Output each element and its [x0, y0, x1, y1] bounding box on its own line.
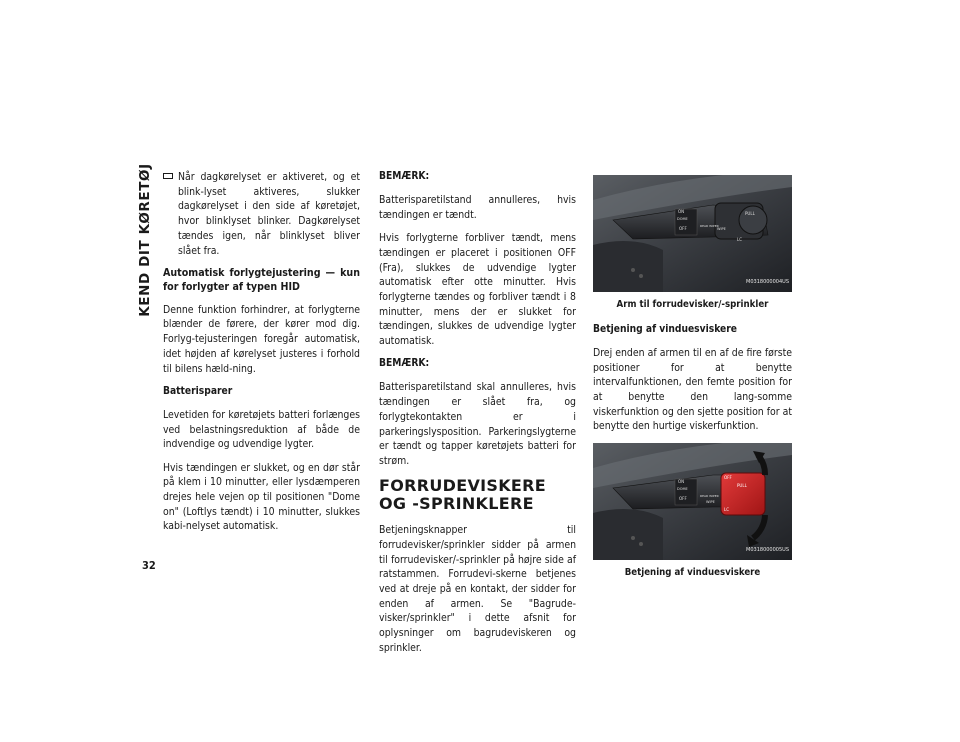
- label-off-red: OFF: [724, 474, 732, 480]
- label-rear-wiper: REAR WIPER: [700, 493, 719, 498]
- label-on: ON: [678, 478, 685, 484]
- label-pull: PULL: [745, 211, 755, 216]
- checkbox-bullet-icon: [163, 173, 173, 179]
- heading-hid-leveling: Automatisk forlygtejustering — kun for forlygter af typen HID: [163, 267, 360, 294]
- paragraph-wipers: Betjeningsknapper til forrudevisker/sprinkler sidder på armen til forrudevisker/-sprinkler på højre side af ratstammen. Forrudevi-skerne betjenes ved at dreje på en kontakt, der sidder for enden af armen. Se "Bagrude-visker/sprinkler" i dette afsnit for oplysninger om bagrudeviskeren og sprinkler.: [379, 524, 576, 654]
- label-wipe: WIPE: [717, 227, 726, 231]
- bullet-text: Når dagkørelyset er aktiveret, og et blink-lyset aktiveres, slukker dagkørelyset i den side af køretøjet, hvor blinklyset blinker. Dagkørelyset tændes igen, når blinklyset bliver slået fra.: [178, 171, 360, 257]
- heading-wipers: FORRUDEVISKERE OG -SPRINKLERE: [379, 476, 547, 514]
- label-on: ON: [678, 209, 685, 214]
- heading-battery-saver: Batterisparer: [163, 385, 233, 397]
- note-text-1: Batterisparetilstand annulleres, hvis tændingen er tændt.: [379, 194, 576, 221]
- paragraph-hid: Denne funktion forhindrer, at forlygterne blænder de førere, der kører mod dig. Forlyg-tejusteringen foregår automatisk, idet højden af kørelyset justeres i forhold til bilens hæld-ning.: [163, 303, 360, 375]
- note-title-1: BEMÆRK:: [379, 171, 430, 182]
- label-dome: DOME: [677, 486, 688, 491]
- figure-wiper-operation: [593, 443, 792, 560]
- column-2: [379, 170, 576, 664]
- paragraph-battery-2: Hvis tændingen er slukket, og en dør står på klem i 10 minutter, eller lysdæmperen drejes hele vejen op til positionen "Dome on" (Loftlys tændt) i 10 minutter, slukkes kabi-nelyset automatisk.: [163, 461, 360, 533]
- figure-wiper-lever: [593, 175, 792, 292]
- paragraph-exterior-lights: Hvis forlygterne forbliver tændt, mens tændingen er placeret i positionen OFF (Fra), slukkes de udvendige lygter automatisk efter otte minutter. Hvis forlygterne tændes og forbliver tændt i 8 minutter, mens der er slukket for tændingen, slukkes de udvendige lygter automatisk.: [379, 232, 576, 348]
- note-text-2: Batterisparetilstand skal annulleres, hvis tændingen er slået fra, og forlygtekontakten er i parkeringslysposition. Parkeringslygterne er tændt og tapper køretøjets batteri for strøm.: [379, 381, 576, 467]
- section-title: KEND DIT KØRETØJ: [137, 163, 153, 317]
- label-lc: LC: [724, 506, 730, 512]
- bullet-item: [163, 170, 360, 258]
- label-off: OFF: [679, 495, 687, 501]
- figure-caption: Arm til forrudevisker/-sprinkler: [616, 299, 769, 310]
- label-wipe: WIPE: [706, 499, 715, 504]
- label-dome: DOME: [677, 217, 688, 221]
- label-lc: LC: [737, 237, 743, 242]
- paragraph-wiper-operation: Drej enden af armen til en af de fire første positioner for at benytte intervalfunktionen, den femte position for at benytte den lang-somme viskerfunktion og den sjette position for at benytte den hurtige viskerfunktion.: [593, 346, 792, 433]
- column-1: [163, 170, 360, 543]
- heading-wiper-operation: Betjening af vinduesviskere: [593, 323, 737, 335]
- label-rear-wiper: REAR WIPER: [700, 224, 719, 228]
- figure-caption: Betjening af vinduesviskere: [624, 566, 761, 578]
- column-3: [593, 175, 792, 590]
- page-number: 32: [142, 559, 156, 572]
- figure-code: M0318000005US: [746, 546, 789, 553]
- label-pull: PULL: [737, 482, 747, 488]
- figure-code: M0318000004US: [746, 279, 789, 286]
- label-off: OFF: [679, 226, 687, 231]
- note-title-2: BEMÆRK:: [379, 358, 430, 370]
- paragraph-battery-1: Levetiden for køretøjets batteri forlænges ved belastningsreduktion af både de indvendige og udvendige lygter.: [163, 408, 360, 451]
